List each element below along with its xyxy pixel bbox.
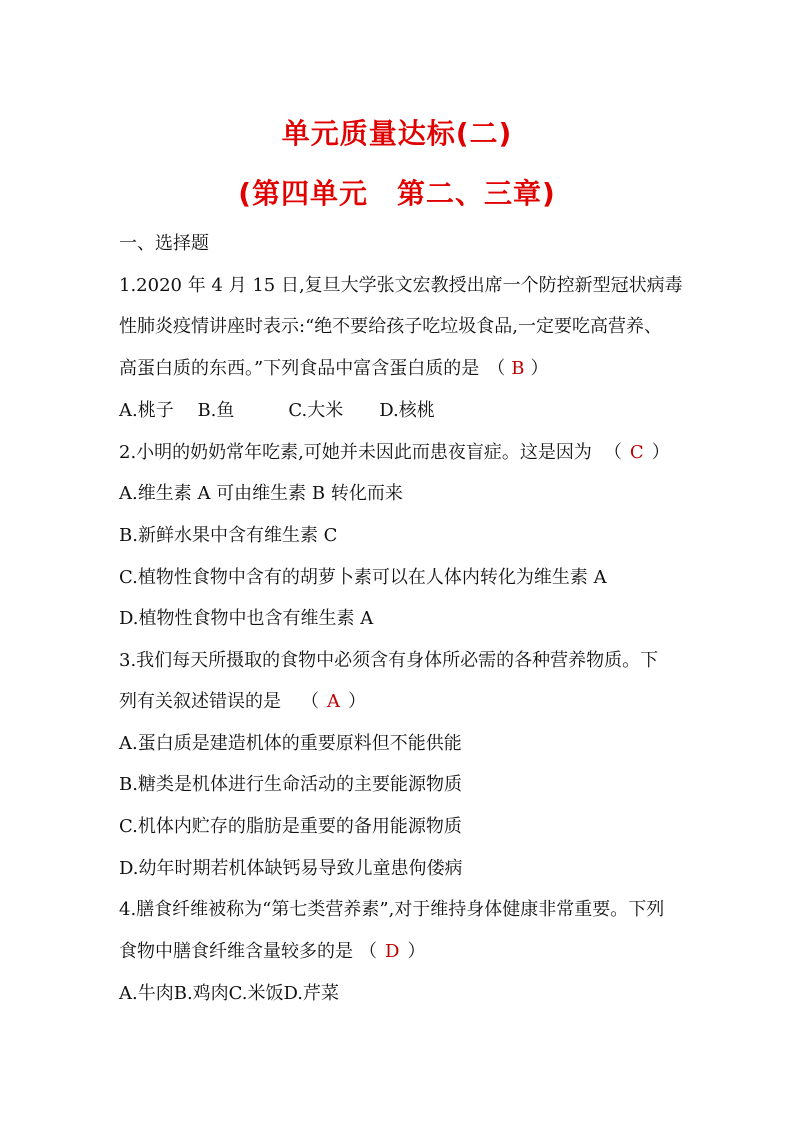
q2-option-d: D.植物性食物中也含有维生素 A	[119, 608, 374, 629]
q3-paren-open: （	[301, 691, 319, 712]
q4-paren-close: ）	[407, 941, 426, 962]
document-title: 单元质量达标(二)	[281, 117, 513, 150]
q4-stem-line2	[119, 940, 425, 964]
q2-stem	[119, 441, 670, 465]
q3-stem-text: 列有关叙述错误的是	[119, 691, 281, 712]
q2-option-a: A.维生素 A 可由维生素 B 转化而来	[119, 483, 403, 504]
q2-answer: C	[629, 442, 644, 463]
q1-options: A.桃子 B.鱼 C.大米 D.核桃	[119, 400, 435, 421]
q3-paren-close: ）	[348, 691, 366, 712]
q4-stem-text: 食物中膳食纤维含量较多的是	[119, 941, 353, 962]
q3-option-d: D.幼年时期若机体缺钙易导致儿童患佝偻病	[119, 858, 463, 879]
q1-answer: B	[511, 358, 525, 379]
q4-answer: D	[385, 941, 400, 962]
q1-paren-close: ）	[530, 358, 549, 379]
q3-option-b: B.糖类是机体进行生命活动的主要能源物质	[119, 774, 462, 795]
q3-stem-line2	[119, 690, 366, 714]
q3-option-c: C.机体内贮存的脂肪是重要的备用能源物质	[119, 816, 462, 837]
q3-answer: A	[327, 691, 340, 712]
q1-stem-text: 高蛋白质的东西。”下列食品中富含蛋白质的是	[119, 358, 480, 379]
q4-paren-open: （	[359, 941, 377, 962]
q2-paren-open: （	[603, 442, 622, 463]
section-heading: 一、选择题	[119, 233, 209, 254]
q1-paren-open: （	[487, 358, 506, 379]
q4-options: A.牛肉B.鸡肉C.米饭D.芹菜	[119, 983, 340, 1004]
q1-stem-line2: 性肺炎疫情讲座时表示:“绝不要给孩子吃垃圾食品,一定要吃高营养、	[119, 316, 662, 337]
q2-paren-close: ）	[651, 442, 670, 463]
q4-stem-line1: 4.膳食纤维被称为“第七类营养素”,对于维持身体健康非常重要。下列	[119, 899, 665, 920]
q1-stem-line3	[119, 357, 548, 381]
q1-stem-line1: 1.2020 年 4 月 15 日,复旦大学张文宏教授出席一个防控新型冠状病毒	[119, 275, 683, 296]
q2-option-c: C.植物性食物中含有的胡萝卜素可以在人体内转化为维生素 A	[119, 567, 607, 588]
q3-option-a: A.蛋白质是建造机体的重要原料但不能供能	[119, 733, 462, 754]
q3-stem-line1: 3.我们每天所摄取的食物中必须含有身体所必需的各种营养物质。下	[119, 650, 659, 671]
document-subtitle: (第四单元 第二、三章)	[238, 177, 556, 210]
q2-option-b: B.新鲜水果中含有维生素 C	[119, 525, 338, 546]
q2-stem-text: 2.小明的奶奶常年吃素,可她并未因此而患夜盲症。这是因为	[119, 442, 592, 463]
